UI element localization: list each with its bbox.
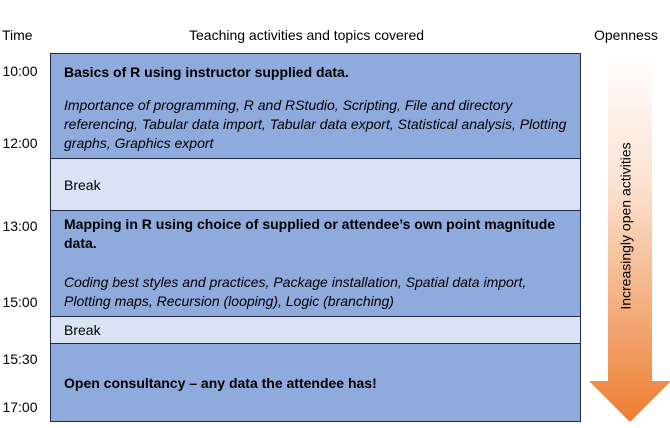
session-title: Basics of R using instructor supplied data. <box>64 64 349 80</box>
session-title: Open consultancy – any data the attendee has! <box>64 375 377 391</box>
break-block <box>50 158 581 211</box>
openness-header: Openness <box>594 27 658 43</box>
activities-header: Teaching activities and topics covered <box>189 27 425 43</box>
session-title: Mapping in R using choice of supplied or attendee’s own point magnitude data. <box>64 216 556 251</box>
session-block-mapping <box>50 210 581 317</box>
time-label: 15:30 <box>2 351 38 367</box>
break-label: Break <box>64 322 101 338</box>
time-label: 13:00 <box>2 218 38 234</box>
time-label: 12:00 <box>2 135 38 151</box>
break-block <box>50 316 581 344</box>
time-label: 15:00 <box>2 294 38 310</box>
time-label: 17:00 <box>2 399 38 415</box>
break-label: Break <box>64 177 101 193</box>
session-block-basics <box>50 53 581 159</box>
session-topics: Importance of programming, R and RStudio, Scripting, File and directory referencing, Tabular data import, Tabular data export, Statistical analysis, Plotting graphs, Graphics export <box>64 97 567 151</box>
time-label: 10:00 <box>2 63 38 79</box>
arrow-label: Increasingly open activities <box>617 142 634 310</box>
time-header: Time <box>2 27 33 43</box>
session-block-consultancy <box>50 343 581 422</box>
session-topics: Coding best styles and practices, Package installation, Spatial data import, Plotting maps, Recursion (looping), Logic (branching) <box>64 274 527 309</box>
